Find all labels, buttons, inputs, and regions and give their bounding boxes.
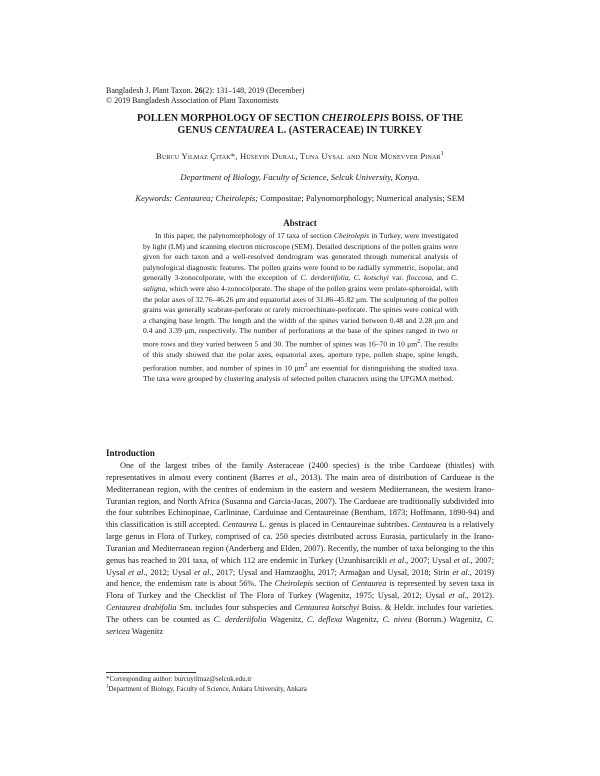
journal-header [106,86,506,106]
author-list: Burcu Yilmaz Çitak*, Hüseyin Dural, Tuna Uysal and Nur Münevver Pinar$^1$ [156,151,444,161]
footnote-affiliation: $^1$Department of Biology, Faculty of Science, Ankara University, Ankara [106,684,307,693]
paper-title: POLLEN MORPHOLOGY OF SECTION CHEIROLEPIS BOISS. OF THE GENUS CENTAUREA L. (ASTERACEAE) IN TURKEY [136,113,463,136]
copyright-line: © 2019 Bangladesh Association of Plant Taxonomists [106,96,279,105]
abstract-heading: Abstract [283,218,317,228]
introduction-heading: Introduction [106,448,155,458]
abstract-body: In this paper, the palynomorphology of 17 taxa of section Cheirolepis in Turkey, were investigated by light (LM) and scanning electron microscope (SEM). Detailed descriptions of the pollen grains were given for each taxon and a well-resolved dendrogram was generated through numerical analysis of palynological diagnostic features. The pollen grains were found to be radially symmetric, isopolar, and generally 3-zonocolporate, with the exception of C. derderiifolia, C. kotschyi var. floccosa, and C. saligna, which were also 4-zonocolporate. The shape of the pollen grains were prolate-spheroidal, with the polar axes of 32.76–46.26 μm and equatorial axes of 31.86–45.82 μm. The sculpturing of the pollen grains was generally scabrate-perforate or rarely microechinate-perforate. The spines were conical with a changing base length. The length and the width of the spines varied between 0.48 and 2.28 μm and 0.4 and 3.39 μm, respectively. The number of perforations at the base of the spines ranged in two or more rows and they varied between 5 and 30. The number of spines was 16–70 in 10 $\mu m^2$. The results of this study showed that the polar axes, equatorial axes, aperture type, pollen shape, spine length, perforation number, and number of spines in 10 $\mu m^2$ are essential for distinguishing the studied taxa. The taxa were grouped by clustering analysis of selected pollen characters using the UPGMA method. [143,231,459,383]
footnote-corresponding-author: *Corresponding author: burcuyilmaz@selcuk.edu.tr [106,675,252,683]
keywords: Keywords: Centaurea; Cheirolepis; Compositae; Palynomorphology; Numerical analysis; SEM [135,193,465,203]
citation-line: Bangladesh J. Plant Taxon. 26(2): 131–148, 2019 (December) [106,86,305,95]
affiliation: Department of Biology, Faculty of Science, Selcuk University, Konya. [180,172,420,182]
footnote-rule [106,672,196,673]
introduction-body: One of the largest tribes of the family Asteraceae (2400 species) is the tribe Cardueae (thistles) with representatives in almost every continent (Barres et al., 2013). The main area of distribution of Cardueae is the Mediterranean region, with the centres of endemism in the eastern and western Mediterranean, the western Irano-Turanian region, and North Africa (Susanna and Garcia-Jacas, 2007). The Cardueae are traditionally subdivided into the four subtribes Echinopinae, Carlininae, Carduinae and Centaureinae (Bentham, 1873; Hoffmann, 1890-94) and this classification is still accepted. Centaurea L. genus is placed in Centaureinae subtribes. Centaurea is a relatively large genus in Flora of Turkey, comprised of ca. 250 species distributed across Eurasia, particularly in the Irano-Turanian and Mediterranean region (Anderberg and Elden, 2007). Recently, the number of taxa belonging to the this genus has reached to 201 taxa, of which 112 are endemic in Turkey (Uzunhisarcikli et al., 2007; Uysal et al., 2007; Uysal et al., 2012; Uysal et al., 2017; Uysal and Hamzaoğlu, 2017; Armağan and Uysal, 2018; Sirin et al., 2019) and hence, the endemism rate is about 56%. The Cheirolepis section of Centaurea is represented by seven taxa in Flora of Turkey and the Checklist of The Flora of Turkey (Wagenitz, 1975; Uysal, 2012; Uysal et al., 2012). Centaurea drabifolia Sm. includes four subspecies and Centaurea kotschyi Boiss. & Heldr. includes four varieties. The others can be counted as C. derderiifolia Wagenitz, C. deflexa Wagenitz, C. nivea (Bornm.) Wagenitz, C. sericea Wagenitz [106,461,495,636]
